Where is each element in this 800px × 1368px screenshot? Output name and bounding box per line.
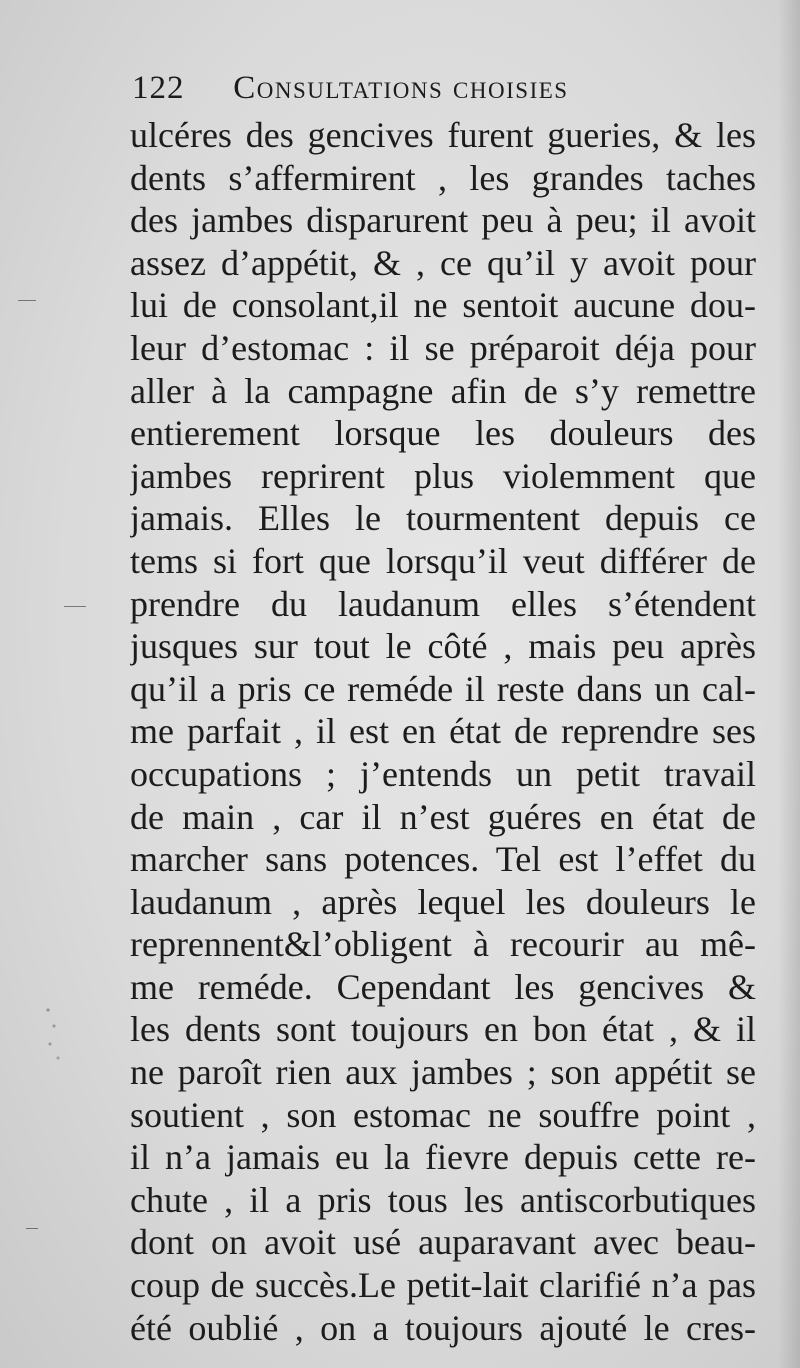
paper-specks bbox=[40, 1000, 70, 1070]
text-line: reprennent&l’obligent à recourir au mê- bbox=[130, 924, 756, 965]
text-line: coup de succès.Le petit-lait clarifié n’a pas bbox=[130, 1265, 756, 1306]
running-head bbox=[132, 70, 752, 116]
text-line: ulcéres des gencives furent gueries, & les bbox=[130, 115, 756, 155]
text-line: marcher sans potences. Tel est l’effet du bbox=[130, 839, 756, 880]
text-line: aller à la campagne afin de s’y remettre bbox=[130, 370, 756, 411]
text-line: soutient , son estomac ne souffre point , bbox=[130, 1094, 756, 1135]
text-line: ne paroît rien aux jambes ; son appétit se bbox=[130, 1052, 756, 1093]
text-line: me parfait , il est en état de reprendre ses bbox=[130, 711, 756, 752]
margin-mark bbox=[64, 606, 86, 607]
text-line: jusques sur tout le côté , mais peu après bbox=[130, 626, 756, 667]
text-line: qu’il a pris ce reméde il reste dans un cal- bbox=[130, 668, 756, 709]
text-line: laudanum , après lequel les douleurs le bbox=[130, 881, 756, 922]
text-line: de main , car il n’est guéres en état de bbox=[130, 796, 756, 837]
text-line: prendre du laudanum elles s’étendent bbox=[130, 583, 756, 624]
text-line: lui de consolant,il ne sentoit aucune dou- bbox=[130, 285, 756, 326]
text-line: me reméde. Cependant les gencives & bbox=[130, 966, 756, 1007]
text-line: il n’a jamais eu la fievre depuis cette re- bbox=[130, 1137, 756, 1178]
text-line: occupations ; j’entends un petit travail bbox=[130, 753, 756, 794]
text-line: dents s’affermirent , les grandes taches bbox=[130, 157, 756, 198]
text-line: assez d’appétit, & , ce qu’il y avoit pour bbox=[130, 242, 756, 283]
text-line: tems si fort que lorsqu’il veut différer de bbox=[130, 540, 756, 581]
page-edge-shadow bbox=[778, 0, 800, 1368]
body-text bbox=[130, 114, 756, 1349]
text-line: chute , il a pris tous les antiscorbutiques bbox=[130, 1179, 756, 1220]
text-line: des jambes disparurent peu à peu; il avoit bbox=[130, 200, 756, 241]
text-line: entierement lorsque les douleurs des bbox=[130, 413, 756, 454]
text-line: jambes reprirent plus violemment que bbox=[130, 455, 756, 496]
text-line: jamais. Elles le tourmentent depuis ce bbox=[130, 498, 756, 539]
margin-mark bbox=[26, 1228, 38, 1229]
text-line: les dents sont toujours en bon état , & il bbox=[130, 1009, 756, 1050]
text-line: dont on avoit usé auparavant avec beau- bbox=[130, 1222, 756, 1263]
margin-mark bbox=[18, 300, 36, 301]
text-line: été oublié , on a toujours ajouté le cres- bbox=[130, 1307, 756, 1348]
running-title: Consultations choisies bbox=[233, 70, 569, 106]
text-line: leur d’estomac : il se préparoit déja pour bbox=[130, 327, 756, 368]
page-number: 122 bbox=[132, 70, 185, 106]
